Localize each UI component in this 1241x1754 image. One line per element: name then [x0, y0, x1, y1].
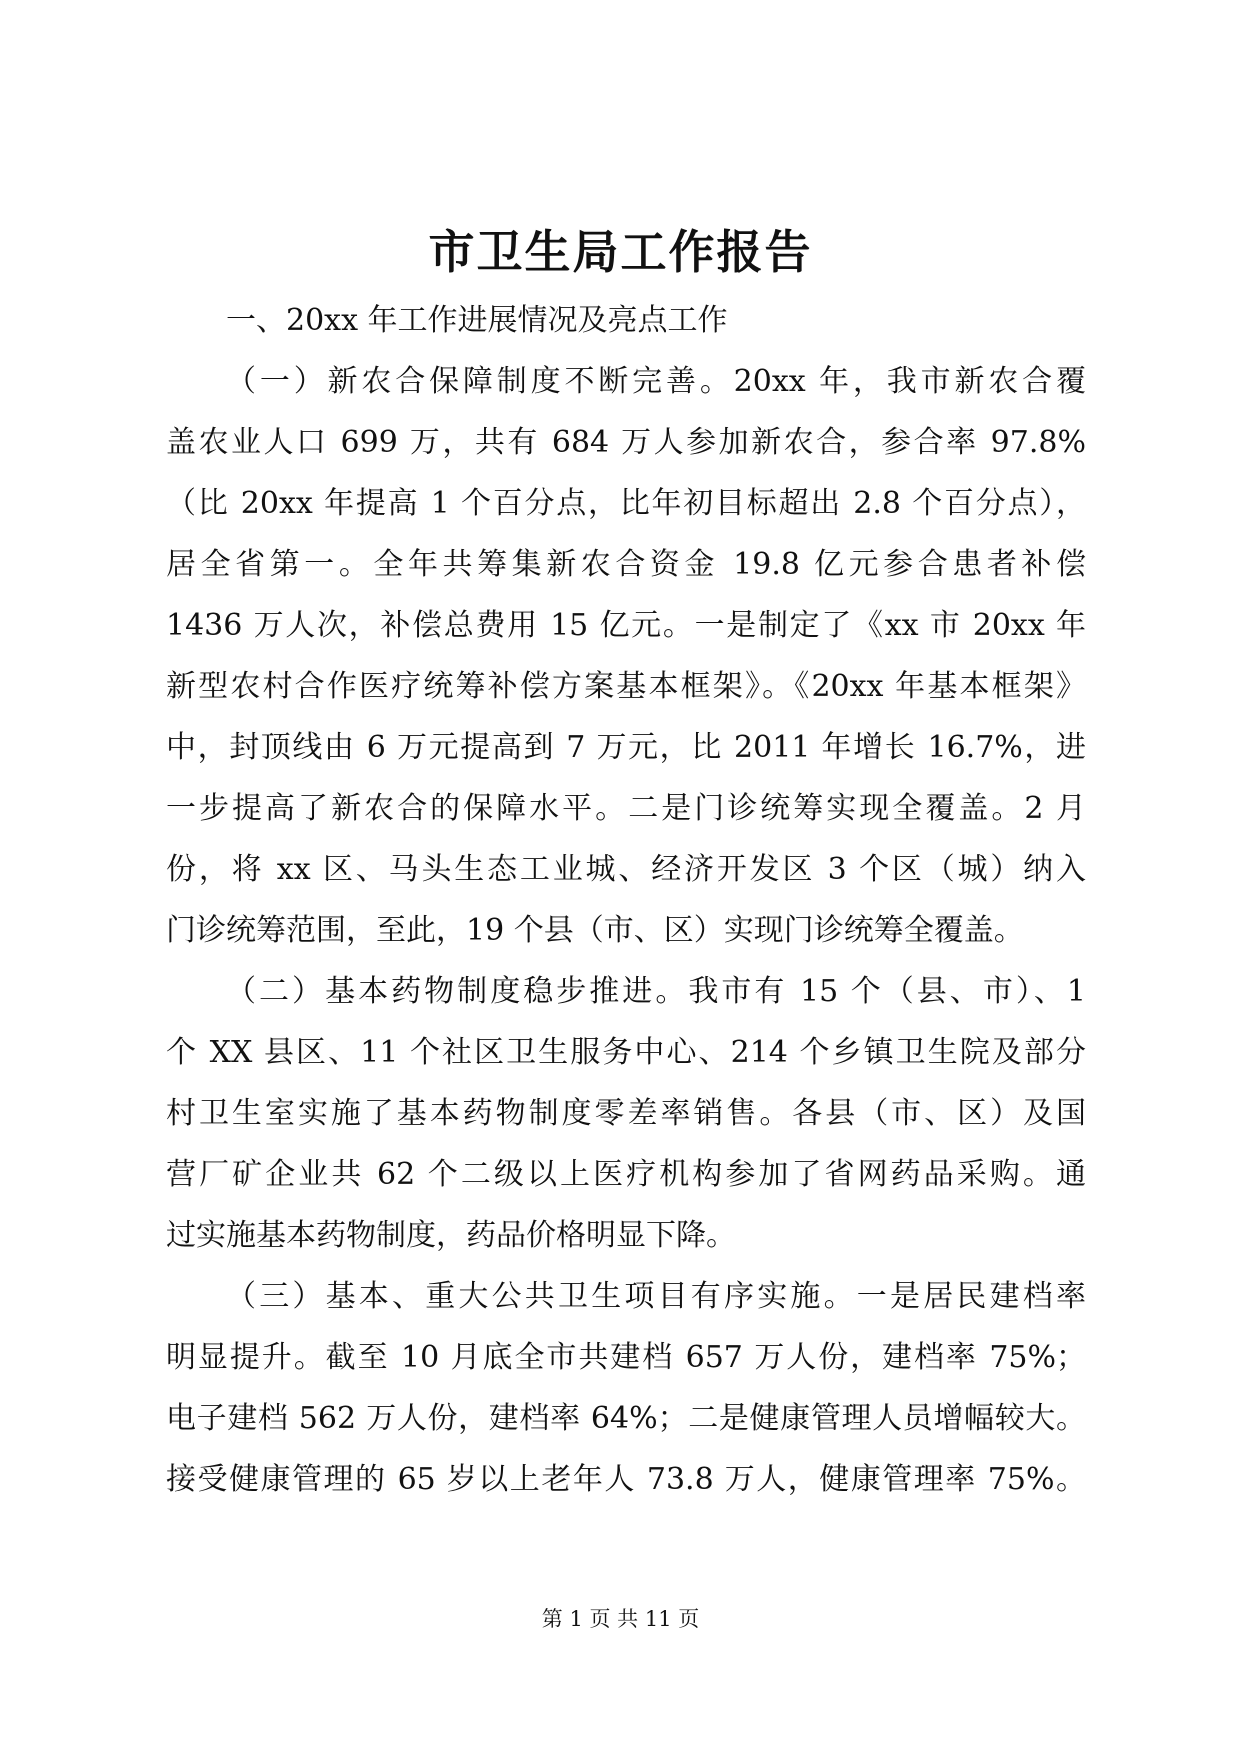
paragraph-line: 过实施基本药物制度，药品价格明显下降。 — [166, 1218, 736, 1253]
paragraph-line: （比 20xx 年提高 1 个百分点，比年初目标超出 2.8 个百分点）， — [166, 486, 1086, 521]
paragraph-line: 村卫生室实施了基本药物制度零差率销售。各县（市、区）及国 — [166, 1096, 1086, 1131]
paragraph-line: 居全省第一。全年共筹集新农合资金 19.8 亿元参合患者补偿 — [166, 547, 1086, 582]
paragraph-line: 明显提升。截至 10 月底全市共建档 657 万人份，建档率 75%； — [166, 1340, 1086, 1375]
paragraph-line: 接受健康管理的 65 岁以上老年人 73.8 万人，健康管理率 75%。 — [166, 1462, 1086, 1497]
page-number-footer: 第 1 页 共 11 页 — [541, 1607, 700, 1631]
paragraph-line: 营厂矿企业共 62 个二级以上医疗机构参加了省网药品采购。通 — [166, 1157, 1086, 1192]
paragraph-line: 1436 万人次，补偿总费用 15 亿元。一是制定了《xx 市 20xx 年 — [166, 608, 1086, 643]
paragraph-line: 份，将 xx 区、马头生态工业城、经济开发区 3 个区（城）纳入 — [166, 852, 1086, 887]
document-body — [166, 290, 1086, 1510]
paragraph-line: 盖农业人口 699 万，共有 684 万人参加新农合，参合率 97.8% — [166, 425, 1086, 460]
paragraph-line: 一步提高了新农合的保障水平。二是门诊统筹实现全覆盖。2 月 — [166, 791, 1086, 826]
paragraph-line: （三）基本、重大公共卫生项目有序实施。一是居民建档率 — [226, 1279, 1086, 1314]
paragraph-line: （一）新农合保障制度不断完善。20xx 年，我市新农合覆 — [226, 364, 1086, 399]
paragraph-line: （二）基本药物制度稳步推进。我市有 15 个（县、市）、1 — [226, 974, 1086, 1009]
paragraph-line: 新型农村合作医疗统筹补偿方案基本框架》。《20xx 年基本框架》 — [166, 669, 1086, 704]
paragraph-line: 电子建档 562 万人份，建档率 64%；二是健康管理人员增幅较大。 — [166, 1401, 1086, 1436]
document-title: 市卫生局工作报告 — [428, 225, 813, 279]
paragraph-line: 个 XX 县区、11 个社区卫生服务中心、214 个乡镇卫生院及部分 — [166, 1035, 1086, 1070]
section-heading: 一、20xx 年工作进展情况及亮点工作 — [226, 303, 728, 338]
paragraph-line: 门诊统筹范围，至此，19 个县（市、区）实现门诊统筹全覆盖。 — [166, 913, 1024, 948]
paragraph-line: 中，封顶线由 6 万元提高到 7 万元，比 2011 年增长 16.7%，进 — [166, 730, 1086, 765]
